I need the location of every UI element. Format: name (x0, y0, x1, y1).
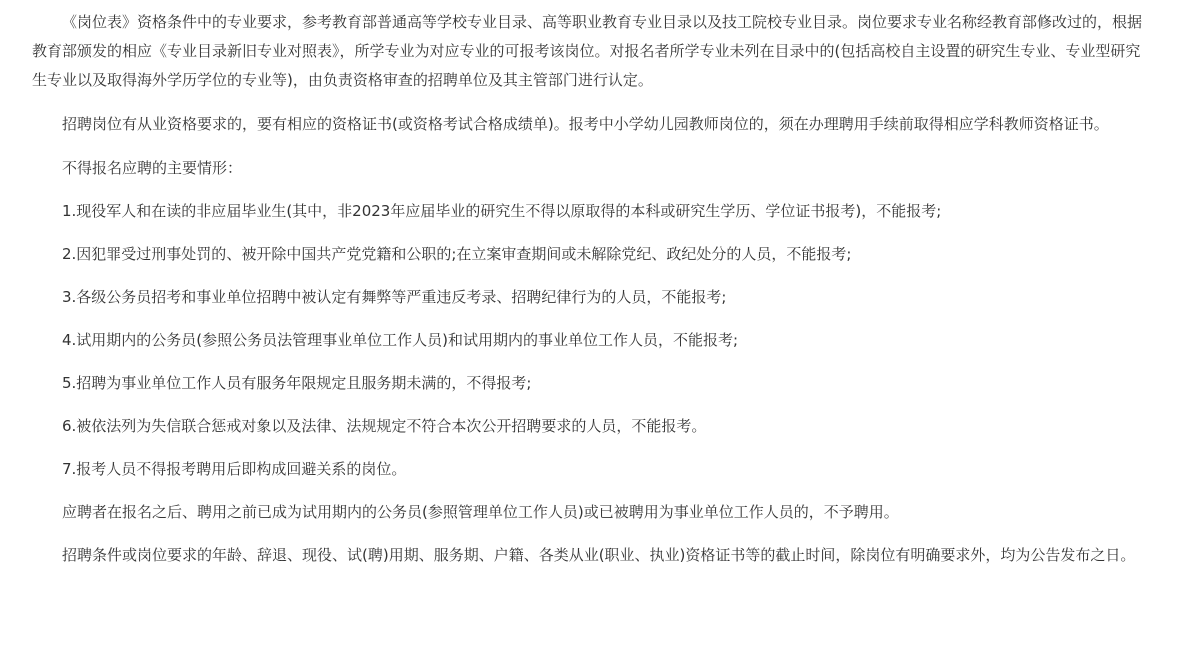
list-item-ineligible-6: 6.被依法列为失信联合惩戒对象以及法律、法规规定不符合本次公开招聘要求的人员，不能报考。 (62, 417, 707, 435)
list-item-ineligible-7: 7.报考人员不得报考聘用后即构成回避关系的岗位。 (62, 460, 407, 478)
list-item-ineligible-3: 3.各级公务员招考和事业单位招聘中被认定有舞弊等严重违反考录、招聘纪律行为的人员，不能报考; (62, 288, 727, 306)
paragraph-no-hiring-condition: 应聘者在报名之后、聘用之前已成为试用期内的公务员(参照管理单位工作人员)或已被聘用为事业单位工作人员的，不予聘用。 (62, 503, 899, 521)
paragraph-ineligible-heading: 不得报名应聘的主要情形： (62, 159, 243, 177)
list-item-ineligible-1: 1.现役军人和在读的非应届毕业生(其中，非2023年应届毕业的研究生不得以原取得的本科或研究生学历、学位证书报考)，不能报考; (62, 202, 942, 220)
list-item-ineligible-2: 2.因犯罪受过刑事处罚的、被开除中国共产党党籍和公职的;在立案审查期间或未解除党纪、政纪处分的人员，不能报考; (62, 245, 852, 263)
list-item-ineligible-4: 4.试用期内的公务员(参照公务员法管理事业单位工作人员)和试用期内的事业单位工作人员，不能报考; (62, 331, 739, 349)
list-item-ineligible-5: 5.招聘为事业单位工作人员有服务年限规定且服务期未满的，不得报考; (62, 374, 532, 392)
paragraph-qualification-certificates: 招聘岗位有从业资格要求的，要有相应的资格证书(或资格考试合格成绩单)。报考中小学幼儿园教师岗位的，须在办理聘用手续前取得相应学科教师资格证书。 (62, 115, 1109, 133)
paragraph-major-requirements: 《岗位表》资格条件中的专业要求，参考教育部普通高等学校专业目录、高等职业教育专业目录以及技工院校专业目录。岗位要求专业名称经教育部修改过的，根据教育部颁发的相应《专业目录新旧专业对照表》，所学专业为对应专业的可报考该岗位。对报名者所学专业未列在目录中的(包括高校自主设置的研究生专业、专业型研究生专业以及取得海外学历学位的专业等)，由负责资格审查的招聘单位及其主管部门进行认定。 (32, 13, 1143, 89)
paragraph-deadline-rule: 招聘条件或岗位要求的年龄、辞退、现役、试(聘)用期、服务期、户籍、各类从业(职业、执业)资格证书等的截止时间，除岗位有明确要求外，均为公告发布之日。 (62, 546, 1136, 564)
